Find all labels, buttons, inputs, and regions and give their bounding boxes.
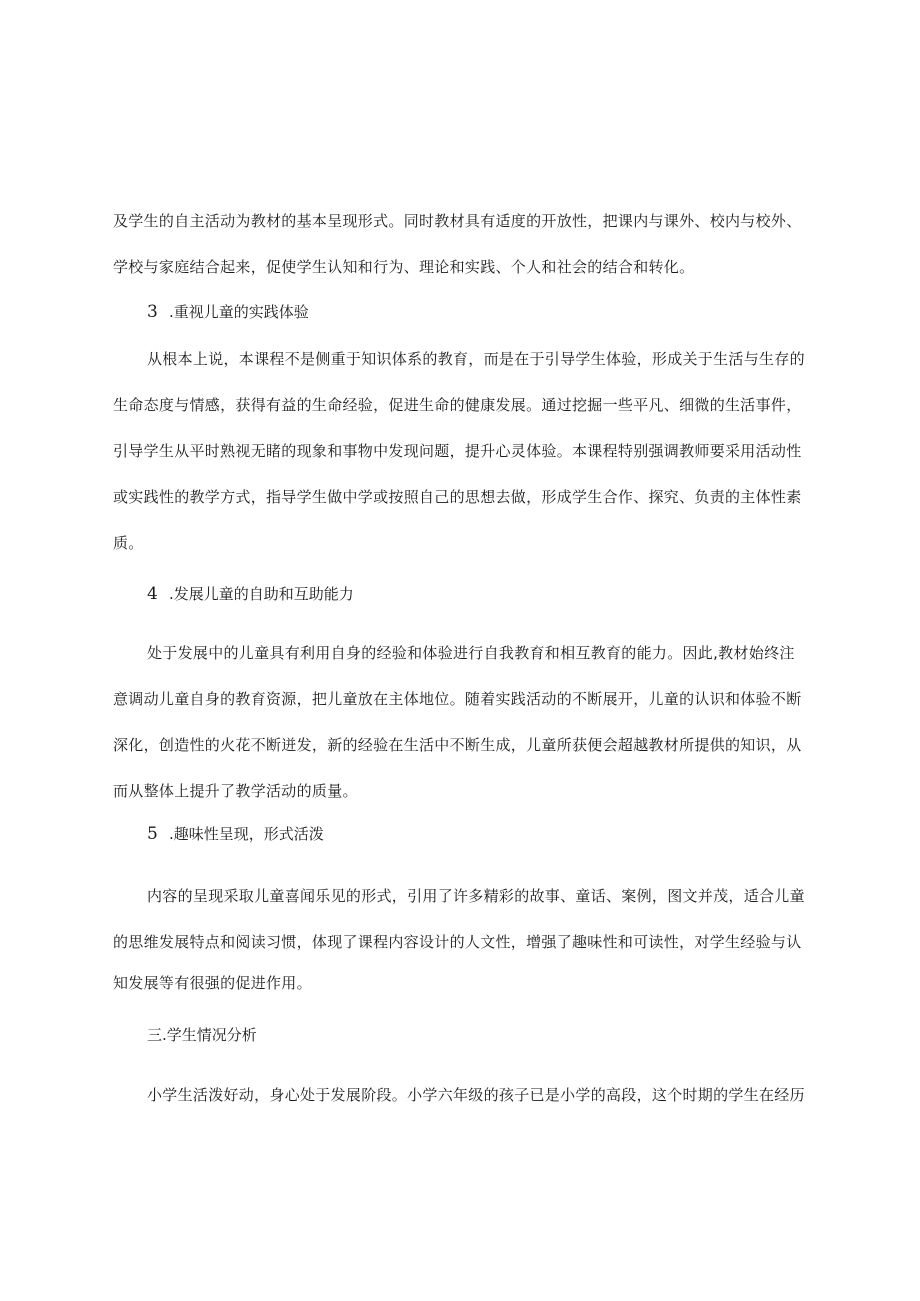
paragraph-line: 小学生活泼好动，身心处于发展阶段。小学六年级的孩子已是小学的高段，这个时期的学生在经历	[147, 1086, 805, 1104]
paragraph-line: 深化，创造性的火花不断迸发，新的经验在生活中不断生成，儿童所获便会超越教材所提供的知识，从	[113, 736, 802, 754]
paragraph-line: 处于发展中的儿童具有利用自身的经验和体验进行自我教育和相互教育的能力。因此,教材始终注	[147, 644, 795, 662]
section-title: 三.学生情况分析	[147, 1026, 257, 1044]
item-heading-3	[147, 302, 309, 322]
item-title: .重视儿童的实践体验	[169, 303, 309, 321]
paragraph-line: 而从整体上提升了教学活动的质量。	[113, 782, 358, 800]
item-number: 5	[147, 824, 158, 844]
item-number: 4	[147, 584, 158, 604]
paragraph-line: 意调动儿童自身的教育资源，把儿童放在主体地位。随着实践活动的不断展开，儿童的认识和体验不断	[113, 690, 802, 708]
item-title: .发展儿童的自助和互助能力	[169, 585, 354, 603]
item-number: 3	[147, 302, 158, 322]
paragraph-line: 知发展等有很强的促进作用。	[113, 974, 312, 992]
item-title: .趣味性呈现，形式活泼	[169, 825, 324, 843]
item-heading-4	[147, 584, 354, 604]
paragraph-line: 内容的呈现采取儿童喜闻乐见的形式，引用了许多精彩的故事、童话、案例，图文并茂，适合儿童	[147, 887, 805, 905]
paragraph-line: 引导学生从平时熟视无睹的现象和事物中发现问题，提升心灵体验。本课程特别强调教师要采用活动性	[113, 442, 802, 460]
item-heading-5	[147, 824, 324, 844]
paragraph-line: 的思维发展特点和阅读习惯，体现了课程内容设计的人文性，增强了趣味性和可读性，对学生经验与认	[113, 933, 802, 951]
paragraph-line: 或实践性的教学方式，指导学生做中学或按照自己的思想去做，形成学生合作、探究、负责的主体性素	[113, 488, 802, 506]
paragraph-line: 学校与家庭结合起来，促使学生认知和行为、理论和实践、个人和社会的结合和转化。	[113, 258, 695, 276]
paragraph-line: 从根本上说，本课程不是侧重于知识体系的教育，而是在于引导学生体验，形成关于生活与生存的	[147, 350, 805, 368]
paragraph-line: 生命态度与情感，获得有益的生命经验，促进生命的健康发展。通过挖掘一些平凡、细微的生活事件，	[113, 396, 802, 414]
paragraph-line: 质。	[113, 534, 144, 552]
paragraph-line: 及学生的自主活动为教材的基本呈现形式。同时教材具有适度的开放性，把课内与课外、校内与校外、	[113, 212, 802, 230]
